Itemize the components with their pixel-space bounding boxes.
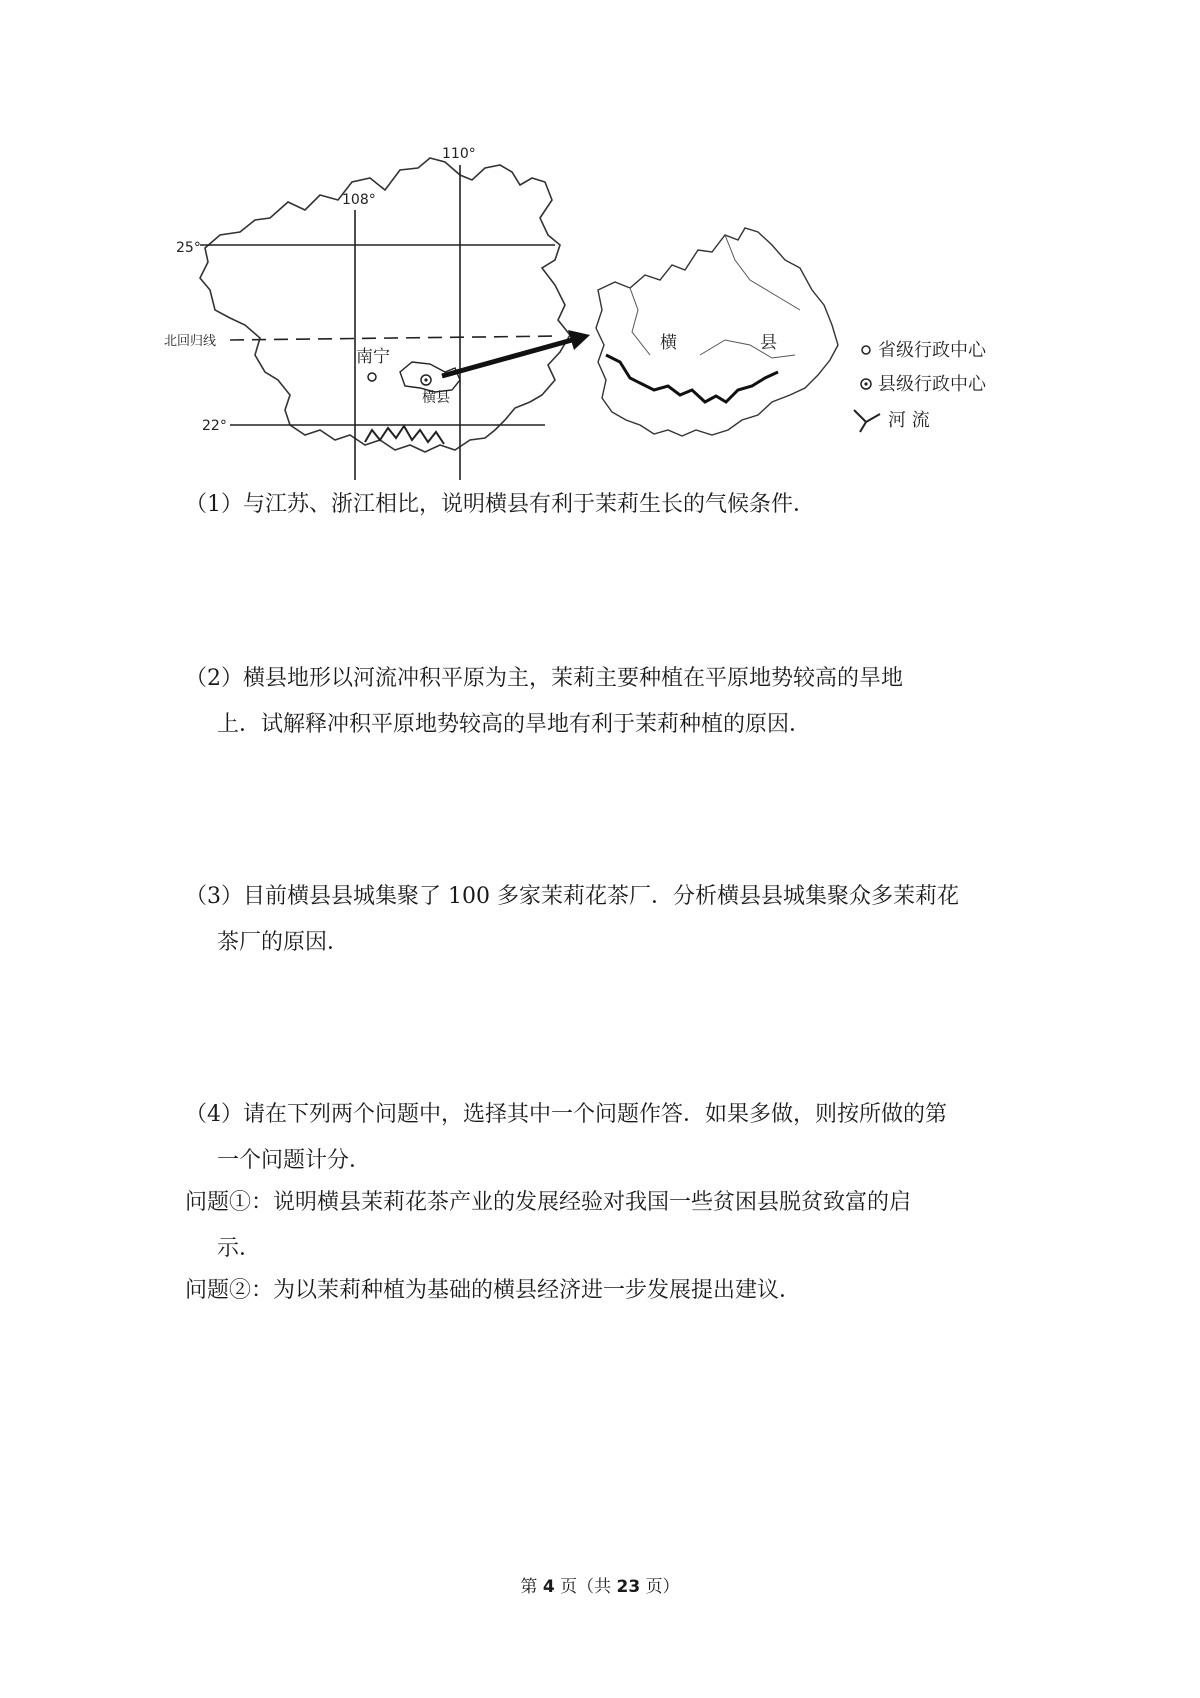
issue-1-line-2: 示． xyxy=(217,1236,262,1261)
legend-county-icon-inner xyxy=(864,382,867,385)
footer-page-number: 4 xyxy=(542,1577,555,1597)
label-heng: 横 xyxy=(660,333,677,353)
label-nanning: 南宁 xyxy=(356,347,390,367)
footer-suffix: 页） xyxy=(645,1577,680,1597)
page-footer xyxy=(0,1572,1200,1597)
question-1-text: （1）与江苏、浙江相比，说明横县有利于茉莉生长的气候条件． xyxy=(185,492,815,517)
issue-1-line-1: 问题①：说明横县茉莉花茶产业的发展经验对我国一些贫困县脱贫致富的启 xyxy=(185,1190,912,1215)
guangxi-outline xyxy=(200,158,570,452)
guangxi-map-figure xyxy=(160,140,1120,520)
nanning-marker xyxy=(368,373,376,381)
tropic-line xyxy=(230,336,560,340)
footer-prefix: 第 xyxy=(520,1577,538,1597)
legend-river-icon xyxy=(854,410,880,432)
label-22: 22° xyxy=(202,418,227,434)
legend-provincial-label: 省级行政中心 xyxy=(878,340,986,361)
legend-county-label: 县级行政中心 xyxy=(878,374,986,395)
zoom-river xyxy=(606,355,778,402)
legend-provincial-icon xyxy=(862,346,870,354)
issue-2 xyxy=(185,1268,1035,1314)
zoom-arrow-head xyxy=(568,330,590,350)
zoom-boundary-1 xyxy=(630,288,650,355)
hengxian-marker-inner xyxy=(424,378,427,381)
question-4-line-1: （4）请在下列两个问题中，选择其中一个问题作答．如果多做，则按所做的第 xyxy=(185,1102,947,1127)
question-3-line-1: （3）目前横县县城集聚了 100 多家茉莉花茶厂．分析横县县城集聚众多茉莉花 xyxy=(185,884,959,909)
question-3-line-2: 茶厂的原因． xyxy=(217,930,350,955)
issue-1 xyxy=(185,1180,1035,1272)
question-4 xyxy=(185,1092,1035,1184)
question-1 xyxy=(185,482,1035,528)
label-tropic: 北回归线 xyxy=(164,334,217,349)
label-110: 110° xyxy=(442,146,476,162)
question-2-line-1: （2）横县地形以河流冲积平原为主，茉莉主要种植在平原地势较高的旱地 xyxy=(185,666,903,691)
question-2 xyxy=(185,656,1035,748)
map-svg xyxy=(160,140,1120,520)
label-108: 108° xyxy=(342,192,376,208)
legend-river-label: 河 流 xyxy=(888,410,930,431)
zoom-boundary-2 xyxy=(725,235,800,310)
zoom-boundary-3 xyxy=(700,340,795,358)
label-xian: 县 xyxy=(760,333,777,353)
question-3 xyxy=(185,874,1035,966)
label-25: 25° xyxy=(176,240,201,256)
question-4-line-2: 一个问题计分． xyxy=(217,1148,372,1173)
footer-total-pages: 23 xyxy=(616,1577,641,1597)
question-2-line-2: 上．试解释冲积平原地势较高的旱地有利于茉莉种植的原因． xyxy=(217,712,812,737)
label-hengxian-small: 横县 xyxy=(422,390,450,406)
footer-middle: 页（共 xyxy=(560,1577,612,1597)
issue-2-text: 问题②：为以茉莉种植为基础的横县经济进一步发展提出建议． xyxy=(185,1278,802,1303)
zoom-arrow-shaft xyxy=(442,340,572,376)
